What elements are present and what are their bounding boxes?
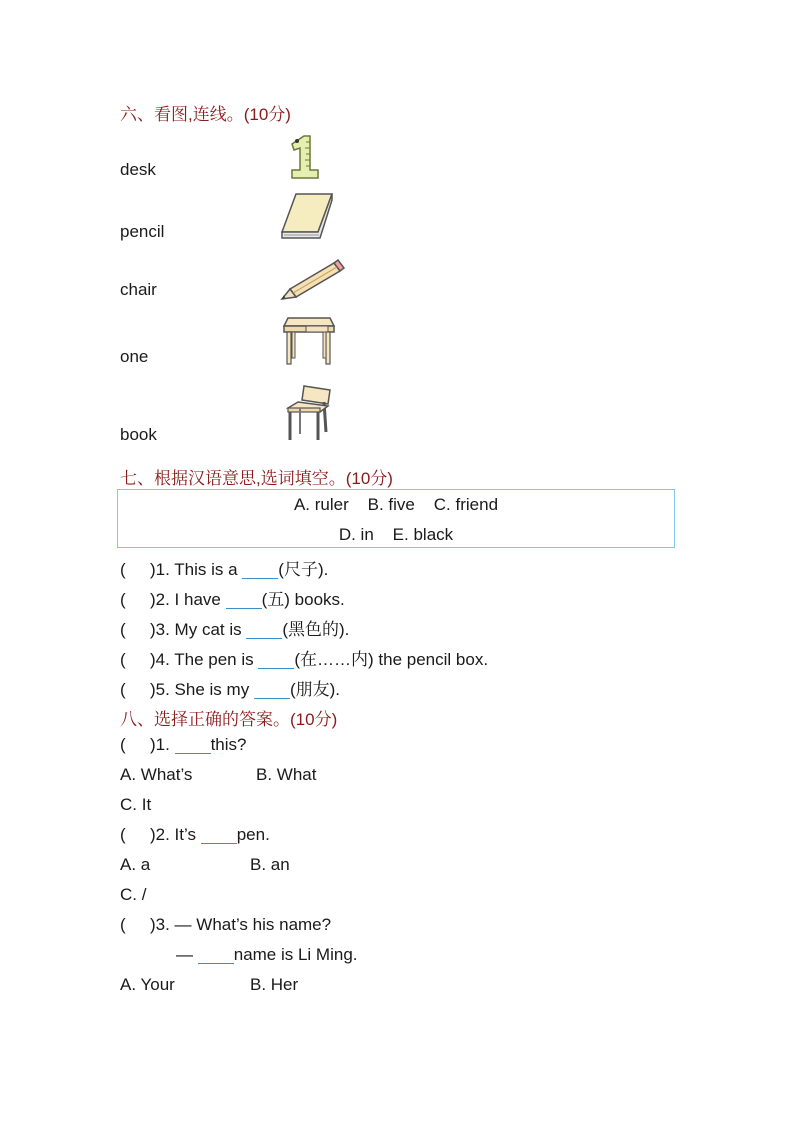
q2-option-b[interactable]: B. an (250, 855, 290, 874)
choice-blank-1[interactable] (175, 735, 211, 754)
chair-icon[interactable] (278, 382, 340, 444)
choice-question-3-line2: — name is Li Ming. (176, 945, 358, 964)
match-word-book[interactable]: book (120, 425, 157, 444)
answer-blank-4[interactable] (258, 650, 294, 669)
choice-blank-3[interactable] (198, 945, 234, 964)
fill-question-1: ( )1. This is a (尺子). (120, 560, 329, 579)
section7-heading: 七、根据汉语意思,选词填空。(10分) (120, 469, 393, 488)
q1-option-c[interactable]: C. It (120, 795, 152, 814)
q3-option-b[interactable]: B. Her (250, 975, 299, 994)
q2-option-c[interactable]: C. / (120, 885, 147, 904)
match-word-pencil[interactable]: pencil (120, 222, 165, 241)
choice-question-3: ( )3. — What’s his name? (120, 915, 332, 934)
match-word-chair[interactable]: chair (120, 280, 157, 299)
section8-heading: 八、选择正确的答案。(10分) (120, 710, 338, 729)
section6-heading: 六、看图,连线。(10分) (120, 105, 291, 124)
options-line-2: D. in E. black (338, 525, 454, 544)
word-options-box (117, 489, 675, 548)
choice-question-2: ( )2. It’s pen. (120, 825, 270, 844)
book-icon[interactable] (278, 190, 338, 244)
q1-option-a[interactable]: A. What’s (120, 765, 193, 784)
choice-question-1: ( )1. this? (120, 735, 247, 754)
answer-blank-5[interactable] (254, 680, 290, 699)
answer-blank-3[interactable] (246, 620, 282, 639)
match-word-desk[interactable]: desk (120, 160, 156, 179)
q1-option-b[interactable]: B. What (256, 765, 317, 784)
fill-question-3: ( )3. My cat is (黑色的). (120, 620, 350, 639)
fill-question-5: ( )5. She is my (朋友). (120, 680, 340, 699)
fill-question-2: ( )2. I have (五) books. (120, 590, 345, 609)
fill-question-4: ( )4. The pen is (在……内) the pencil box. (120, 650, 489, 669)
number-one-icon[interactable] (278, 130, 328, 182)
answer-blank-1[interactable] (242, 560, 278, 579)
choice-blank-2[interactable] (201, 825, 237, 844)
q2-option-a[interactable]: A. a (120, 855, 151, 874)
match-word-one[interactable]: one (120, 347, 149, 366)
answer-blank-2[interactable] (226, 590, 262, 609)
q3-option-a[interactable]: A. Your (120, 975, 175, 994)
options-line-1: A. ruler B. five C. friend (293, 495, 499, 514)
pencil-icon[interactable] (278, 255, 346, 301)
desk-icon[interactable] (278, 314, 338, 368)
